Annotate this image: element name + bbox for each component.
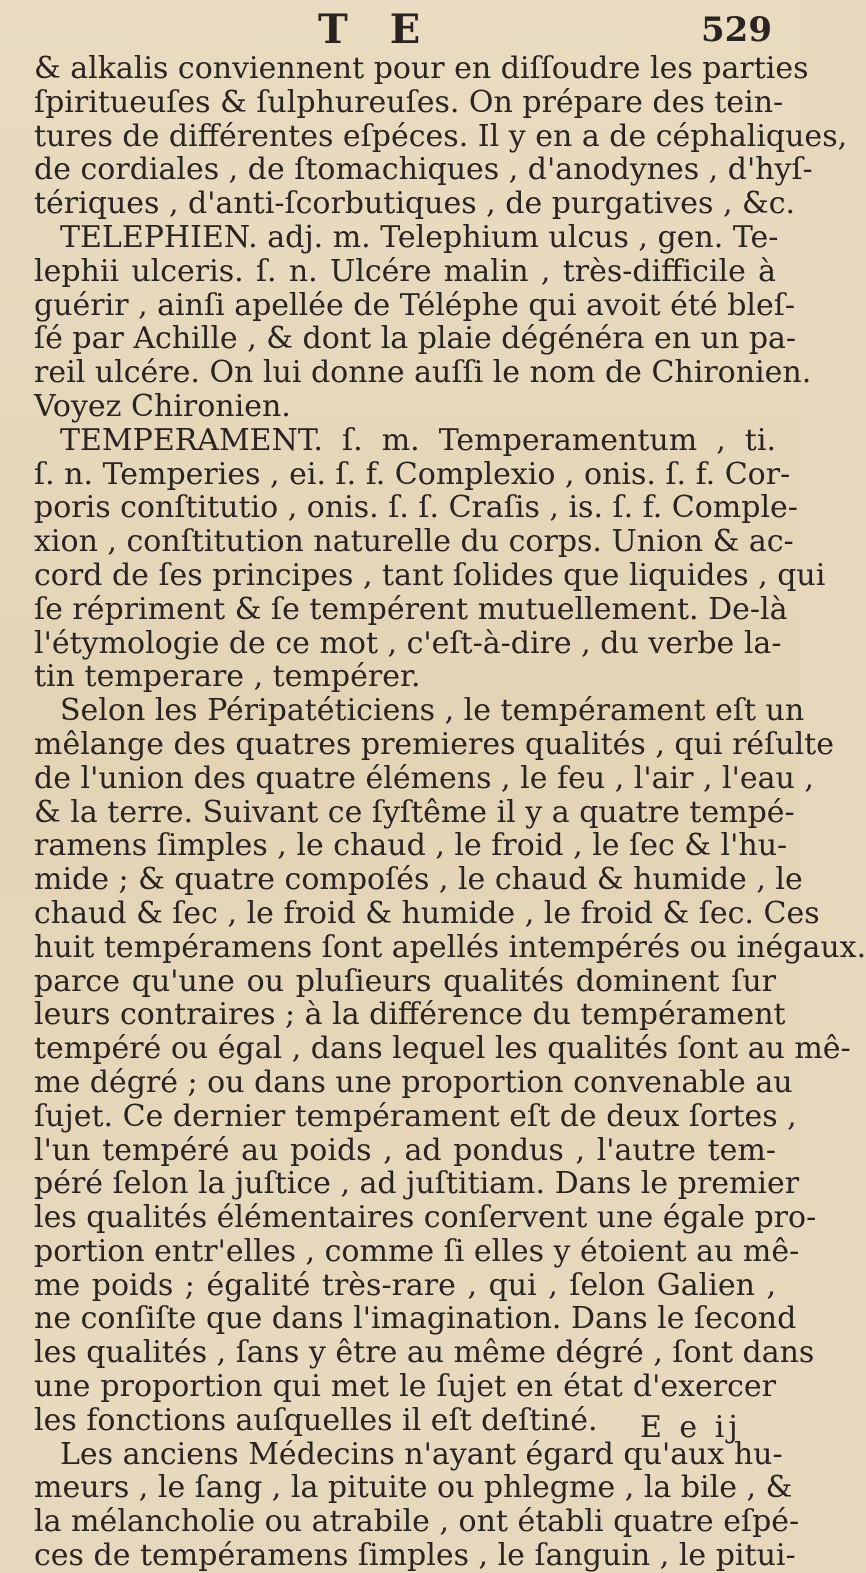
text-line: reil ulcére. On lui donne auſſi le nom de Chironien. [34,355,812,391]
paragraph-start: Selon les Péripatéticiens , le tempérament eſt un [60,693,805,729]
text-line: xion , conſtitution naturelle du corps. Union & ac- [34,524,794,560]
text-line: ſé par Achille , & dont la plaie dégénéra en un pa- [34,321,797,357]
text-line: ſe répriment & ſe tempérent mutuellement. De-là [34,591,788,627]
text-line: meurs , le ſang , la pituite ou phlegme , la bile , & [34,1470,793,1506]
text-line: ſujet. Ce dernier tempérament eſt de deux ſortes , [34,1098,797,1134]
text-line: & alkalis conviennent pour en diſſoudre les parties [34,51,809,86]
text-line: ces de tempéramens ſimples , le ſanguin , le pitui- [34,1538,796,1573]
text-line: péré ſelon la juſtice , ad juſtitiam. Dans le premier [34,1166,800,1202]
text-line: l'un tempéré au poids , ad pondus , l'autre tem- [34,1132,776,1168]
text-line: une proportion qui met le ſujet en état d'exercer [34,1369,776,1405]
running-head: T E [318,6,435,53]
text-line: mêlange des quatres premieres qualités , qui réſulte [34,726,834,762]
text-line: leurs contraires ; à la différence du tempérament [34,997,786,1033]
entry-heading-telephien: TELEPHIEN. adj. m. Telephium ulcus , gen. Te- [60,219,779,255]
text-line: me poids ; égalité très-rare , qui , ſelon Galien , [34,1267,776,1303]
text-line: de cordiales , de ſtomachiques , d'anodynes , d'hyſ- [34,152,813,188]
text-line: lephii ulceris. ſ. n. Ulcére malin , très-difficile à [34,253,776,289]
paragraph-start: Les anciens Médecins n'ayant égard qu'aux hu- [60,1436,783,1472]
text-line: mide ; & quatre compoſés , le chaud & humide , le [34,862,803,898]
text-line: huit tempéramens ſont apellés intempérés ou inégaux. [34,929,866,965]
text-line: cord de ſes principes , tant ſolides que liquides , qui [34,557,826,593]
body-text [34,51,866,1573]
page-header [0,6,800,56]
text-line: portion entr'elles , comme ſi elles y étoient au mê- [34,1233,800,1269]
text-line: chaud & ſec , le froid & humide , le froid & ſec. Ces [34,895,820,931]
text-line: guérir , ainſi apellée de Téléphe qui avoit été bleſ- [34,287,796,323]
text-line: ne conſiſte que dans l'imagination. Dans le ſecond [34,1301,797,1337]
text-line: de l'union des quatre élémens , le feu , l'air , l'eau , [34,760,814,796]
text-line: & la terre. Suivant ce ſyſtême il y a quatre tempé- [34,794,795,830]
entry-heading-temperament: TEMPERAMENT. ſ. m. Temperamentum , ti. [60,422,776,458]
text-line: ſ. n. Temperies , ei. ſ. f. Complexio , onis. ſ. f. Cor- [34,456,791,492]
text-line: les qualités élémentaires conſervent une égale pro- [34,1200,817,1236]
text-line: tempéré ou égal , dans lequel les qualités ſont au mê- [34,1031,851,1067]
page-number: 529 [701,10,772,50]
text-line: ramens ſimples , le chaud , le froid , le ſec & l'hu- [34,828,788,864]
text-line: tures de différentes eſpéces. Il y en a de céphaliques, [34,118,848,154]
text-line: la mélancholie ou atrabile , ont établi quatre eſpé- [34,1504,800,1540]
text-line: les qualités , ſans y être au même dégré , ſont dans [34,1335,815,1371]
text-line: Voyez Chironien. [34,388,291,424]
text-line: tériques , d'anti-ſcorbutiques , de purgatives , &c. [34,186,796,222]
text-line: ſpiritueuſes & ſulphureuſes. On prépare des tein- [34,84,784,120]
text-line: me dégré ; ou dans une proportion convenable au [34,1064,793,1100]
signature-mark: E e ij [640,1410,742,1445]
text-line: l'étymologie de ce mot , c'eſt-à-dire , du verbe la- [34,625,782,661]
text-line: les fonctions auſquelles il eſt deſtiné. [34,1402,598,1438]
signature-line [0,1410,800,1450]
text-line: tin temperare , tempérer. [34,659,421,695]
text-line: poris conſtitutio , onis. ſ. ſ. Craſis , is. ſ. f. Comple- [34,490,798,526]
text-line: parce qu'une ou pluſieurs qualités dominent ſur [34,963,776,999]
